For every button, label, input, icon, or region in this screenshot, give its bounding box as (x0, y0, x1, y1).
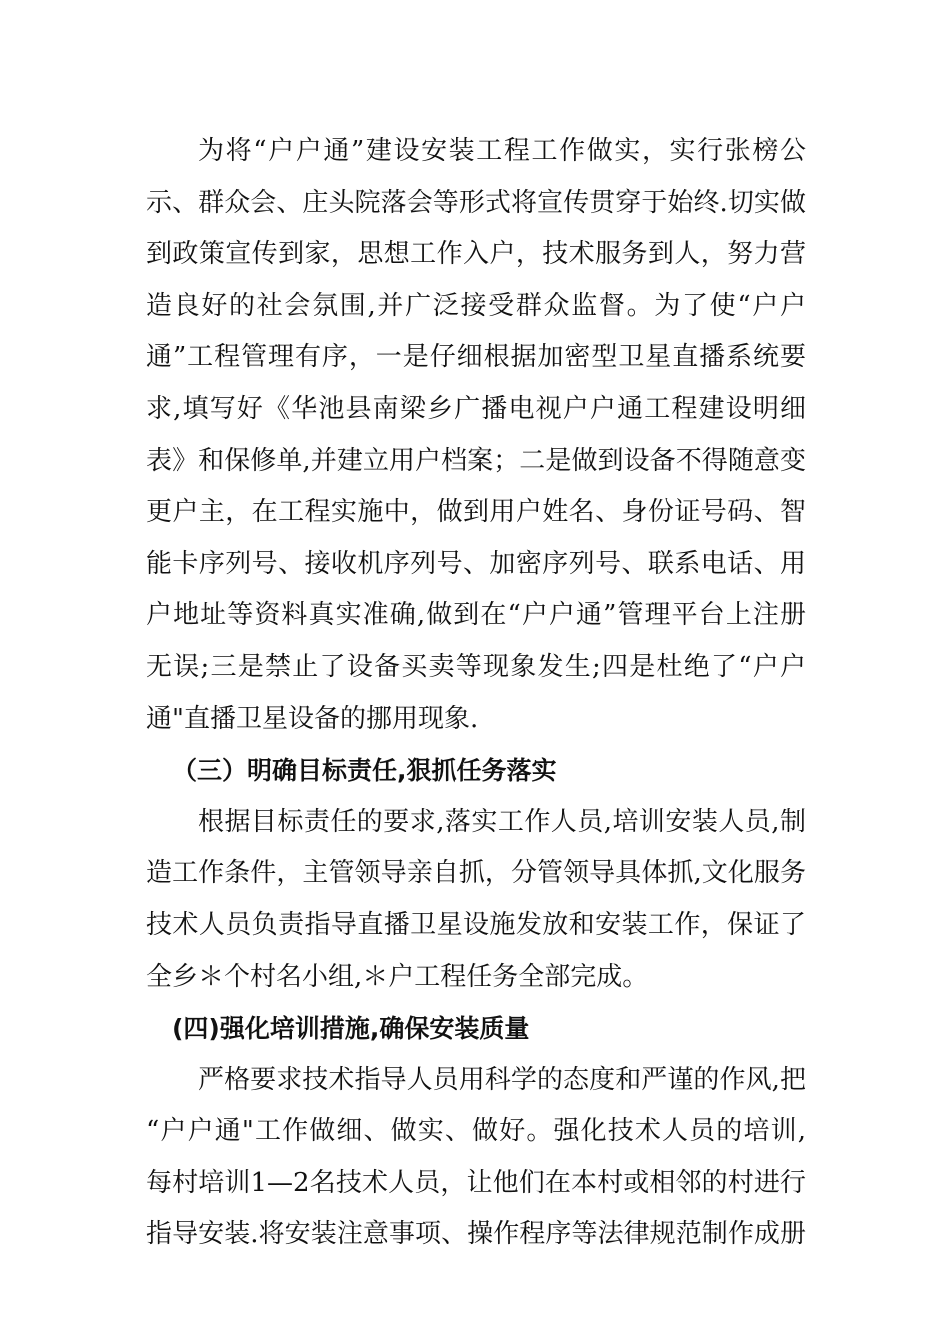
text-line: 能卡序列号、接收机序列号、加密序列号、联系电话、用 (146, 548, 806, 579)
text-line: 技术人员负责指导直播卫星设施发放和安装工作，保证了 (146, 909, 806, 940)
text-line: 为将“户户通”建设安装工程工作做实，实行张榜公 (198, 136, 806, 166)
text-line: 通”工程管理有序，一是仔细根据加密型卫星直播系统要 (146, 342, 806, 373)
text-line: 表》和保修单,并建立用户档案；二是做到设备不得随意变 (146, 445, 806, 476)
text-line: 通"直播卫星设备的挪用现象. (146, 703, 479, 734)
section-heading: （三）明确目标责任,狠抓任务落实 (172, 756, 557, 786)
text-line: 每村培训1—2名技术人员，让他们在本村或相邻的村进行 (146, 1167, 806, 1198)
section-heading: (四)强化培训措施,确保安装质量 (172, 1014, 530, 1044)
text-line: 求,填写好《华池县南梁乡广播电视户户通工程建设明细 (146, 393, 806, 424)
text-line: 无误;三是禁止了设备买卖等现象发生;四是杜绝了“户户 (146, 651, 806, 682)
text-line: 示、群众会、庄头院落会等形式将宣传贯穿于始终.切实做 (146, 187, 806, 218)
text-line: 严格要求技术指导人员用科学的态度和严谨的作风,把 (198, 1064, 806, 1095)
text-line: 造良好的社会氛围,并广泛接受群众监督。为了使“户户 (146, 290, 806, 321)
text-line: 全乡＊个村名小组,＊户工程任务全部完成。 (146, 961, 649, 992)
text-line: “户户通"工作做细、做实、做好。强化技术人员的培训, (146, 1116, 806, 1147)
text-line: 到政策宣传到家，思想工作入户，技术服务到人，努力营 (146, 239, 806, 270)
document-body (146, 126, 806, 1261)
text-line: 造工作条件，主管领导亲自抓，分管领导具体抓,文化服务 (146, 858, 806, 889)
text-line: 指导安装.将安装注意事项、操作程序等法律规范制作成册 (146, 1219, 806, 1250)
text-line: 根据目标责任的要求,落实工作人员,培训安装人员,制 (198, 806, 806, 837)
text-line: 更户主，在工程实施中，做到用户姓名、身份证号码、智 (146, 497, 806, 528)
text-line: 户地址等资料真实准确,做到在“户户通”管理平台上注册 (146, 600, 806, 631)
